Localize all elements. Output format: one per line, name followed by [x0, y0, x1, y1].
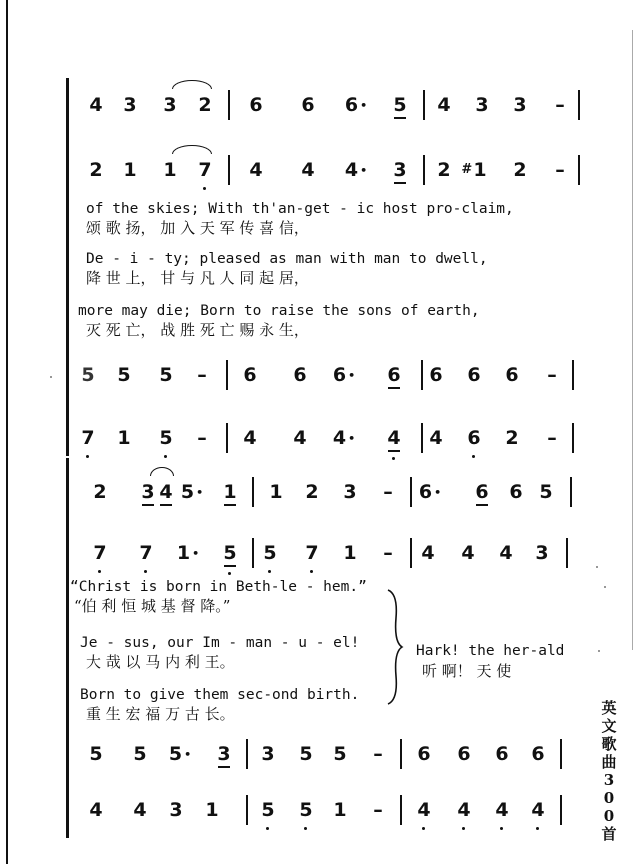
note-token — [73, 425, 103, 451]
octave-dot-below — [144, 570, 147, 573]
barline — [228, 155, 230, 185]
note-digit: 3 — [217, 743, 231, 765]
octave-dot-below — [268, 570, 271, 573]
octave-dot-below — [472, 455, 475, 458]
note-token — [487, 797, 517, 823]
note-token — [151, 425, 181, 451]
note-token — [379, 362, 409, 388]
note-digit: 2 — [437, 159, 451, 181]
barline — [578, 90, 580, 120]
note-token — [81, 157, 111, 183]
note-digit: 1 — [343, 542, 357, 564]
augmentation-dot: • — [434, 485, 442, 499]
note-token — [81, 92, 111, 118]
note-token — [155, 157, 185, 183]
octave-dot-below — [203, 187, 206, 190]
note-digit: – — [373, 799, 383, 821]
note-digit: 2 — [93, 481, 107, 503]
side-label-char: 歌 — [601, 735, 617, 753]
side-label-char: 3 — [603, 771, 615, 789]
verse-3-lyric-zh: 灭 死 亡， 战 胜 死 亡 赐 永 生， — [86, 321, 309, 339]
note-token — [197, 797, 227, 823]
note-digit: 7 — [139, 542, 153, 564]
note-digit: 3 — [169, 799, 183, 821]
note-token — [325, 797, 355, 823]
note-token — [537, 362, 567, 388]
note-digit: 6 — [249, 94, 263, 116]
note-digit: – — [197, 364, 207, 386]
barline — [252, 538, 254, 568]
note-token — [73, 362, 103, 388]
octave-dot-below — [392, 457, 395, 460]
note-token — [459, 362, 489, 388]
note-token — [291, 797, 321, 823]
note-digit: 7 — [198, 159, 212, 181]
augmentation-dot: • — [348, 368, 356, 382]
note-token — [501, 479, 531, 505]
barline — [572, 360, 574, 390]
note-token — [341, 92, 371, 119]
note-token — [235, 425, 265, 451]
note-digit: 5 — [81, 364, 95, 386]
note-digit: 1 — [333, 799, 347, 821]
note-digit: 1 — [163, 159, 177, 181]
note-digit: 3 — [123, 94, 137, 116]
barline — [410, 538, 412, 568]
note-digit: 4 — [437, 94, 451, 116]
note-token — [155, 92, 185, 118]
note-token — [467, 92, 497, 118]
system-brace-bottom — [66, 458, 69, 838]
note-token — [505, 157, 535, 183]
note-token — [497, 362, 527, 388]
note-token — [109, 425, 139, 451]
verse-1-lyric-zh: 颂 歌 扬， 加 入 天 军 传 喜 信， — [86, 219, 309, 237]
note-digit: 3 — [141, 481, 155, 503]
octave-dot-below — [164, 455, 167, 458]
note-token — [545, 157, 575, 183]
note-digit: 4 — [133, 799, 147, 821]
note-token — [125, 741, 155, 767]
note-token — [241, 92, 271, 118]
note-token — [161, 797, 191, 823]
octave-dot-below — [304, 827, 307, 830]
note-digit: 6 — [417, 743, 431, 765]
note-digit: 4 — [387, 427, 401, 449]
augmentation-dot: • — [184, 747, 192, 761]
scan-speck — [596, 566, 598, 568]
duration-underline — [218, 766, 229, 768]
barline — [410, 477, 412, 507]
note-token — [363, 797, 393, 823]
note-digit: – — [555, 94, 565, 116]
note-token — [85, 540, 115, 566]
note-digit: 2 — [513, 159, 527, 181]
verse-2-lyric-en: De - i - ty; pleased as man with man to dwell, — [86, 251, 488, 267]
notation-row-1 — [0, 92, 640, 122]
note-token — [505, 92, 535, 118]
barline — [578, 155, 580, 185]
sharp-sign: # — [461, 162, 473, 177]
refrain-lyric-zh: 听 啊！ 天 使 — [422, 662, 512, 680]
barline — [423, 90, 425, 120]
note-token — [190, 92, 220, 118]
note-digit: 4 — [344, 159, 359, 181]
note-token — [325, 741, 355, 767]
note-digit: 1 — [473, 159, 487, 181]
note-token — [409, 741, 439, 767]
duration-underline — [224, 565, 235, 567]
note-digit: 5 — [263, 542, 277, 564]
note-digit: 7 — [93, 542, 107, 564]
duration-underline — [224, 504, 235, 506]
note-digit: 5 — [89, 743, 103, 765]
note-token — [459, 157, 489, 183]
note-token — [335, 540, 365, 566]
barline — [246, 795, 248, 825]
note-digit: 1 — [205, 799, 219, 821]
note-token — [449, 741, 479, 767]
note-token — [373, 479, 403, 505]
barline — [226, 360, 228, 390]
verse-2-lyric-en-b: Je - sus, our Im - man - u - el! — [80, 635, 360, 651]
scan-speck — [598, 650, 600, 652]
note-digit: 4 — [531, 799, 545, 821]
note-digit: 6 — [243, 364, 257, 386]
notation-row-7 — [0, 741, 640, 771]
note-token — [467, 479, 497, 505]
verse-1-lyric-en-b: “Christ is born in Beth-le - hem.” — [70, 579, 367, 595]
note-digit: 4 — [301, 159, 315, 181]
note-token — [255, 540, 285, 566]
note-digit: 6 — [467, 427, 481, 449]
note-token — [329, 425, 359, 452]
note-token — [537, 425, 567, 451]
note-token — [187, 425, 217, 451]
augmentation-dot: • — [360, 98, 368, 112]
barline — [566, 538, 568, 568]
barline — [228, 90, 230, 120]
notation-row-4 — [0, 425, 640, 455]
tie-arc — [172, 80, 212, 89]
side-label-char: 0 — [603, 807, 615, 825]
note-token — [545, 92, 575, 118]
note-digit: 6 — [293, 364, 307, 386]
verse-2-lyric-zh: 降 世 上， 甘 与 凡 人 同 起 居， — [86, 269, 309, 287]
tie-arc — [172, 145, 212, 154]
side-label-char: 英 — [601, 699, 617, 717]
note-digit: 5 — [299, 799, 313, 821]
lyrics-bracket — [384, 588, 404, 706]
duration-underline — [160, 504, 171, 506]
note-digit: 4 — [495, 799, 509, 821]
scan-speck — [604, 586, 606, 588]
note-token — [297, 540, 327, 566]
note-token — [173, 540, 203, 567]
note-digit: – — [555, 159, 565, 181]
verse-3-lyric-en: more may die; Born to raise the sons of earth, — [78, 303, 480, 319]
refrain-lyric-en: Hark! the her-ald — [416, 643, 565, 659]
note-token — [413, 540, 443, 566]
note-digit: 5 — [333, 743, 347, 765]
note-token — [429, 157, 459, 183]
tie-arc — [150, 467, 174, 476]
side-label-char: 0 — [603, 789, 615, 807]
note-digit: 6 — [429, 364, 443, 386]
note-digit: 4 — [421, 542, 435, 564]
note-token — [177, 479, 207, 506]
note-digit: 1 — [123, 159, 137, 181]
verse-1-lyric-zh-b: “伯 利 恒 城 基 督 降。” — [74, 597, 231, 615]
barline — [226, 423, 228, 453]
octave-dot-below — [422, 827, 425, 830]
note-digit: 6 — [475, 481, 489, 503]
note-token — [115, 92, 145, 118]
note-digit: 1 — [117, 427, 131, 449]
note-digit: 5 — [133, 743, 147, 765]
note-digit: 7 — [305, 542, 319, 564]
note-digit: 4 — [457, 799, 471, 821]
note-digit: 5 — [299, 743, 313, 765]
note-token — [115, 157, 145, 183]
note-digit: 5 — [159, 364, 173, 386]
note-digit: 2 — [89, 159, 103, 181]
duration-underline — [388, 450, 399, 452]
note-digit: 5 — [159, 427, 173, 449]
notation-row-8 — [0, 797, 640, 827]
note-digit: 3 — [343, 481, 357, 503]
barline — [570, 477, 572, 507]
note-digit: 5 — [168, 743, 183, 765]
barline — [560, 795, 562, 825]
note-digit: 6 — [344, 94, 359, 116]
note-digit: – — [383, 542, 393, 564]
note-token — [81, 741, 111, 767]
note-token — [373, 540, 403, 566]
note-token — [487, 741, 517, 767]
note-digit: 3 — [163, 94, 177, 116]
note-token — [285, 425, 315, 451]
note-digit: 6 — [531, 743, 545, 765]
note-token — [293, 157, 323, 183]
note-digit: 4 — [417, 799, 431, 821]
note-token — [215, 540, 245, 566]
barline — [560, 739, 562, 769]
octave-dot-below — [86, 455, 89, 458]
note-token — [379, 425, 409, 451]
barline — [400, 739, 402, 769]
octave-dot-below — [462, 827, 465, 830]
note-digit: 4 — [243, 427, 257, 449]
note-token — [421, 425, 451, 451]
side-label-char: 曲 — [601, 753, 617, 771]
note-digit: 3 — [513, 94, 527, 116]
note-digit: – — [547, 364, 557, 386]
note-digit: 4 — [461, 542, 475, 564]
note-token — [235, 362, 265, 388]
note-digit: 1 — [176, 542, 191, 564]
note-token — [187, 362, 217, 388]
barline — [572, 423, 574, 453]
note-token — [151, 362, 181, 388]
note-token — [385, 157, 415, 183]
scan-speck — [50, 376, 52, 378]
note-token — [449, 797, 479, 823]
note-token — [491, 540, 521, 566]
note-token — [421, 362, 451, 388]
note-token — [241, 157, 271, 183]
verse-3-lyric-zh-b: 重 生 宏 福 万 古 长。 — [86, 705, 235, 723]
note-token — [81, 797, 111, 823]
note-token — [261, 479, 291, 505]
barline — [400, 795, 402, 825]
augmentation-dot: • — [192, 546, 200, 560]
note-token — [253, 797, 283, 823]
note-digit: 6 — [301, 94, 315, 116]
notation-row-2 — [0, 157, 640, 187]
note-token — [523, 797, 553, 823]
note-token — [453, 540, 483, 566]
barline — [246, 739, 248, 769]
note-token — [131, 540, 161, 566]
note-token — [293, 92, 323, 118]
note-digit: 3 — [261, 743, 275, 765]
note-digit: 6 — [495, 743, 509, 765]
note-digit: 6 — [457, 743, 471, 765]
note-digit: 7 — [81, 427, 95, 449]
octave-dot-below — [98, 570, 101, 573]
note-digit: – — [197, 427, 207, 449]
system-brace-top — [66, 78, 69, 456]
barline — [252, 477, 254, 507]
notation-row-5 — [0, 479, 640, 509]
note-token — [291, 741, 321, 767]
note-digit: 6 — [418, 481, 433, 503]
octave-dot-below — [536, 827, 539, 830]
octave-dot-below — [500, 827, 503, 830]
note-digit: 6 — [509, 481, 523, 503]
note-digit: 1 — [223, 481, 237, 503]
note-digit: 2 — [198, 94, 212, 116]
note-digit: 4 — [249, 159, 263, 181]
note-token — [253, 741, 283, 767]
note-token — [109, 362, 139, 388]
note-token — [385, 92, 415, 118]
note-token — [85, 479, 115, 505]
note-token — [215, 479, 245, 505]
note-token — [165, 741, 195, 768]
duration-underline — [394, 117, 405, 119]
side-label-char: 文 — [601, 717, 617, 735]
note-digit: 5 — [393, 94, 407, 116]
note-token — [523, 741, 553, 767]
note-token — [341, 157, 371, 184]
duration-underline — [394, 182, 405, 184]
note-digit: – — [547, 427, 557, 449]
note-digit: 6 — [467, 364, 481, 386]
note-digit: 1 — [269, 481, 283, 503]
augmentation-dot: • — [196, 485, 204, 499]
note-token — [531, 479, 561, 505]
barline — [423, 155, 425, 185]
note-digit: 5 — [539, 481, 553, 503]
note-token — [190, 157, 220, 183]
note-digit: 6 — [387, 364, 401, 386]
note-digit: 2 — [505, 427, 519, 449]
note-digit: 4 — [89, 799, 103, 821]
note-digit: 2 — [305, 481, 319, 503]
octave-dot-below — [310, 570, 313, 573]
note-digit: 6 — [505, 364, 519, 386]
note-digit: 4 — [293, 427, 307, 449]
augmentation-dot: • — [348, 431, 356, 445]
note-digit: 5 — [180, 481, 195, 503]
note-token — [415, 479, 445, 506]
note-digit: 5 — [261, 799, 275, 821]
note-token — [209, 741, 239, 767]
note-digit: 4 — [89, 94, 103, 116]
note-digit: 4 — [499, 542, 513, 564]
note-digit: 5 — [117, 364, 131, 386]
note-token — [329, 362, 359, 389]
note-digit: 5 — [223, 542, 237, 564]
notation-row-3 — [0, 362, 640, 392]
note-token — [459, 425, 489, 451]
duration-underline — [388, 387, 399, 389]
note-digit: 3 — [393, 159, 407, 181]
note-token — [125, 797, 155, 823]
octave-dot-below — [266, 827, 269, 830]
note-digit: – — [383, 481, 393, 503]
verse-3-lyric-en-b: Born to give them sec-ond birth. — [80, 687, 360, 703]
octave-dot-below — [228, 572, 231, 575]
verse-1-lyric-en: of the skies; With th'an-get - ic host pro-claim, — [86, 201, 514, 217]
note-token — [527, 540, 557, 566]
note-digit: 3 — [475, 94, 489, 116]
note-token — [297, 479, 327, 505]
note-digit: 4 — [429, 427, 443, 449]
note-digit: 4 — [332, 427, 347, 449]
note-digit: 3 — [535, 542, 549, 564]
verse-2-lyric-zh-b: 大 哉 以 马 内 利 王。 — [86, 653, 235, 671]
notation-row-6 — [0, 540, 640, 570]
note-digit: – — [373, 743, 383, 765]
note-digit: 4 — [159, 481, 173, 503]
augmentation-dot: • — [360, 163, 368, 177]
note-digit: 6 — [332, 364, 347, 386]
note-token — [429, 92, 459, 118]
note-token — [409, 797, 439, 823]
side-label-char: 首 — [601, 825, 617, 843]
duration-underline — [476, 504, 487, 506]
note-token — [363, 741, 393, 767]
note-token — [497, 425, 527, 451]
note-token — [335, 479, 365, 505]
note-token — [285, 362, 315, 388]
